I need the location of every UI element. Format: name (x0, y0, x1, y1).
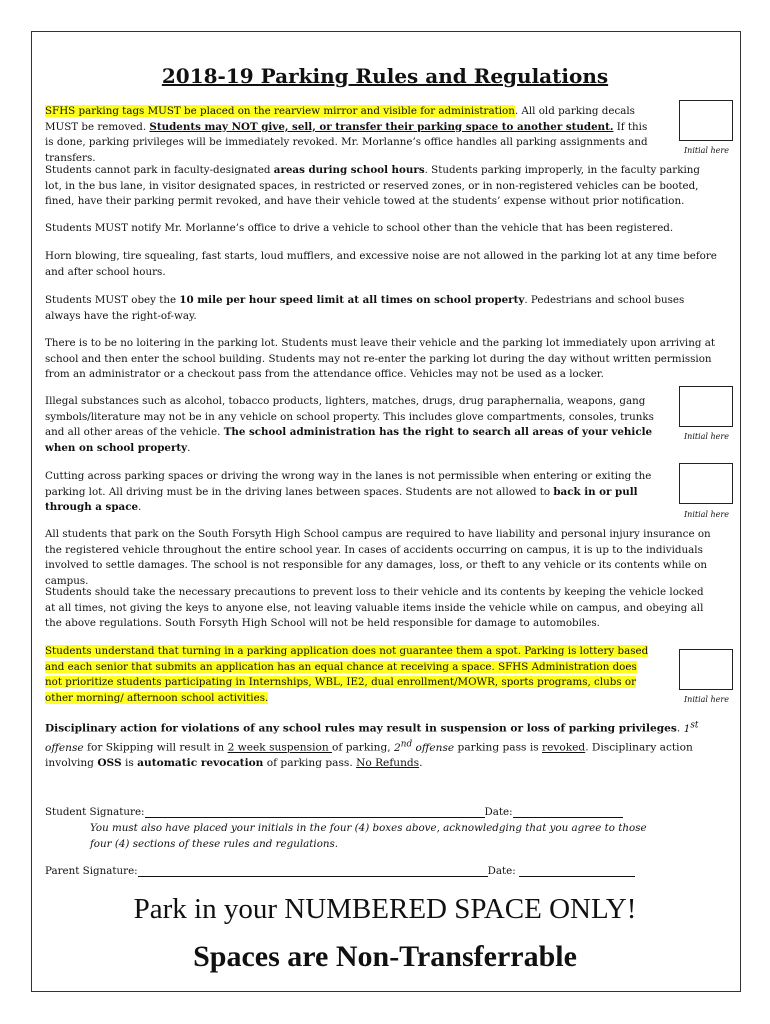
initial-box-4[interactable] (679, 649, 733, 690)
initials-note: You must also have placed your initials in the four (4) boxes above, acknowledging that you agree to those four (4) sections of these rules and regulations. (90, 822, 647, 850)
parent-date-field[interactable] (519, 866, 635, 877)
parent-signature-field[interactable] (138, 866, 488, 877)
student-signature-field[interactable] (145, 807, 485, 818)
rule-lottery (45, 644, 655, 706)
initial-box-2[interactable] (679, 386, 733, 427)
rule-speed-limit: Students MUST obey the 10 mile per hour speed limit at all times on school property. Pedestrians and school buses always have the right-of-way. (45, 294, 685, 322)
bold-underlined-text: Students may NOT give, sell, or transfer their parking space to another student. (149, 120, 614, 133)
footer-numbered-space: Park in your NUMBERED SPACE ONLY! (133, 893, 637, 925)
rule-precautions: Students should take the necessary precautions to prevent loss to their vehicle and its contents by keeping the vehicle locked at all times, not giving the keys to anyone else, not leaving valuable items inside the vehicle while on campus, and obeying all the above regulations. South Forsyth High School will not be held responsible for damage to automobiles. (45, 586, 704, 629)
initial-here-label-4: Initial here (684, 695, 729, 704)
parent-signature-row (45, 865, 635, 877)
footer-non-transferrable: Spaces are Non-Transferrable (193, 940, 577, 973)
rule-driving-lanes: Cutting across parking spaces or driving the wrong way in the lanes is not permissible when entering or exiting the parking lot. All driving must be in the driving lanes between spaces. Students are not allowed to back in or pull through a space. (45, 470, 652, 513)
highlighted-text: SFHS parking tags MUST be placed on the rearview mirror and visible for administration (45, 105, 515, 117)
page-title: 2018-19 Parking Rules and Regulations (161, 64, 609, 88)
rule-notify-office: Students MUST notify Mr. Morlanne’s office to drive a vehicle to school other than the vehicle that has been registered. (45, 222, 674, 234)
student-date-label: Date: (484, 806, 513, 818)
rule-noise: Horn blowing, tire squealing, fast starts, loud mufflers, and excessive noise are not allowed in the parking lot at any time before and after school hours. (45, 250, 717, 278)
initial-box-1[interactable] (679, 100, 733, 141)
rule-insurance: All students that park on the South Forsyth High School campus are required to have liability and personal injury insurance on the registered vehicle throughout the entire school year. In cases of accidents occurring on campus, it is up to the individuals involved to settle damages. The school is not responsible for any damages, loss, or theft to any vehicle or its contents while on campus. (45, 528, 711, 587)
rule-illegal-substances: Illegal substances such as alcohol, tobacco products, lighters, matches, drugs, drug paraphernalia, weapons, gang symbols/literature may not be in any vehicle on school property. This includes glove compartments, consoles, trunks and all other areas of the vehicle. The school administration has the right to search all areas of your vehicle when on school property. (45, 395, 654, 454)
parent-date-label: Date: (487, 865, 520, 877)
initial-here-label-1: Initial here (684, 146, 729, 155)
rule-faculty-parking: Students cannot park in faculty-designated areas during school hours. Students parking improperly, in the faculty parking lot, in the bus lane, in visitor designated spaces, in restricted or reserved zones, or in non-registered vehicles can be booted, fined, have their parking permit revoked, and have their vehicle towed at the students’ expense without prior notification. (45, 164, 700, 207)
initial-here-label-2: Initial here (684, 432, 729, 441)
rule-parking-tags: SFHS parking tags MUST be placed on the rearview mirror and visible for administration. All old parking decals MUST be removed. Students may NOT give, sell, or transfer their parking space to another student. If this is done, parking privileges will be immediately revoked. Mr. Morlanne’s office handles all parking assignments and transfers. (45, 105, 648, 164)
student-signature-row (45, 806, 623, 818)
student-date-field[interactable] (513, 807, 623, 818)
student-signature-label: Student Signature: (45, 806, 145, 818)
rule-disciplinary: Disciplinary action for violations of any school rules may result in suspension or loss of parking privileges. 1st offense for Skipping will result in 2 week suspension of parking, 2nd offense parking pass is revoked. Disciplinary action involving OSS is automatic revocation of parking pass. No Refunds. (45, 720, 699, 770)
parent-signature-label: Parent Signature: (45, 865, 138, 877)
highlighted-text: Students understand that turning in a parking application does not guarantee them a spot. Parking is lottery based and each senior that submits an application has an equal chance at receiving a space. SFHS Administration does not prioritize students participating in Internships, WBL, IE2, dual enrollment/MOWR, sports programs, clubs or other morning/ afternoon school activities. (45, 645, 649, 704)
rule-loitering: There is to be no loitering in the parking lot. Students must leave their vehicle and the parking lot immediately upon arriving at school and then enter the school building. Students may not re-enter the parking lot during the day without written permission from an administrator or a checkout pass from the attendance office. Vehicles may not be used as a locker. (45, 337, 715, 380)
initial-box-3[interactable] (679, 463, 733, 504)
initial-here-label-3: Initial here (684, 510, 729, 519)
